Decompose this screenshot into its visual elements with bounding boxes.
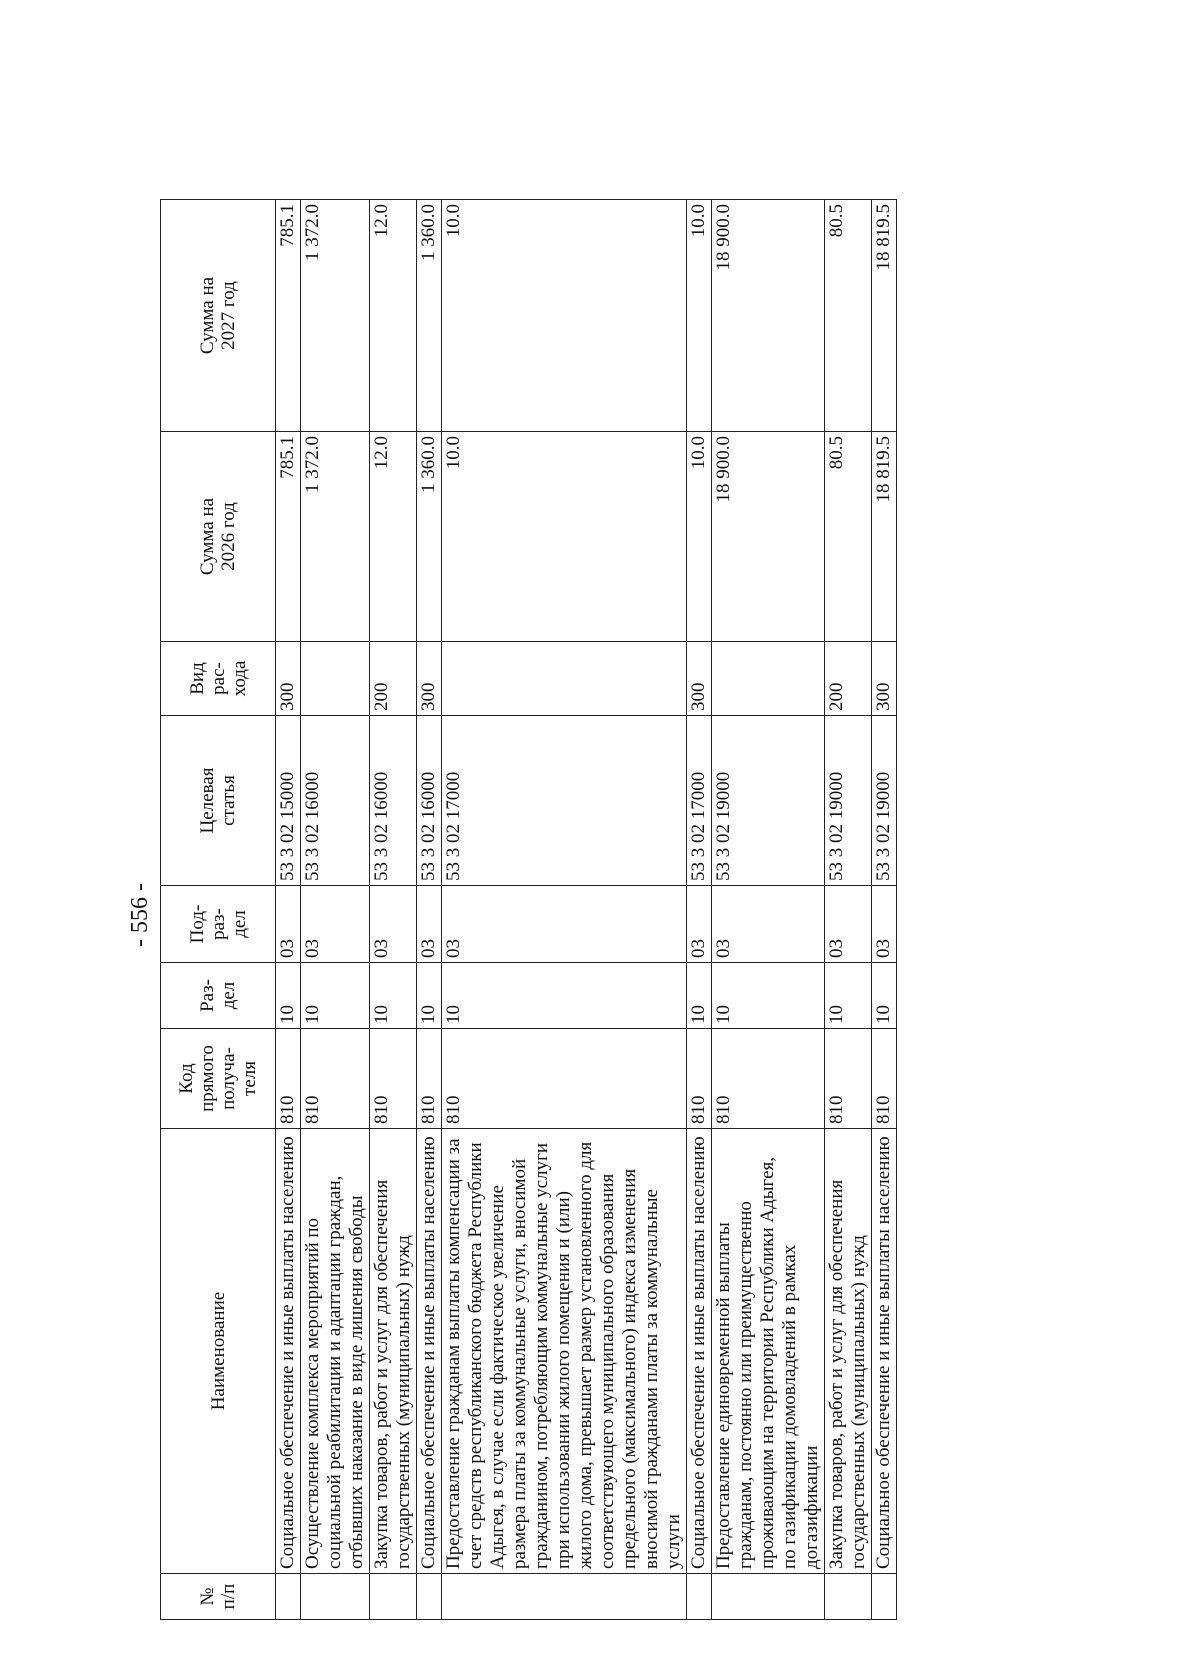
cell-subsection: 03 — [301, 886, 370, 963]
cell-name: Предоставление единовременной выплаты гражданам, постоянно или преимущественно проживающим на территории Республики Адыгея, по газификации домовладений в рамках догазификации — [712, 1129, 825, 1574]
cell-sum-2027: 10.0 — [442, 200, 687, 432]
cell-name: Закупка товаров, работ и услуг для обеспечения государственных (муниципальных) нужд — [370, 1129, 417, 1574]
cell-section: 10 — [276, 963, 301, 1029]
cell-name: Социальное обеспечение и иные выплаты населению — [417, 1129, 442, 1574]
cell-sum-2026: 1 372.0 — [301, 432, 370, 642]
header-line: Сумма на — [197, 497, 218, 576]
cell-section: 10 — [301, 963, 370, 1029]
page-number: - 556 - — [127, 883, 153, 947]
cell-name: Социальное обеспечение и иные выплаты населению — [872, 1129, 897, 1574]
table-row — [712, 200, 825, 1620]
header-sum-2027 — [161, 200, 276, 432]
cell-recipient: 810 — [442, 1029, 687, 1129]
header-line: п/п — [218, 1583, 239, 1610]
table-row — [687, 200, 712, 1620]
cell-subsection: 03 — [276, 886, 301, 963]
cell-target: 53 3 02 19000 — [872, 716, 897, 886]
cell-num — [417, 1574, 442, 1620]
cell-sum-2027: 1 360.0 — [417, 200, 442, 432]
cell-name: Социальное обеспечение и иные выплаты населению — [687, 1129, 712, 1574]
cell-target: 53 3 02 16000 — [417, 716, 442, 886]
cell-num — [712, 1574, 825, 1620]
header-line: 2027 год — [218, 281, 239, 350]
table-row — [301, 200, 370, 1620]
cell-expense: 300 — [687, 642, 712, 716]
cell-sum-2027: 10.0 — [687, 200, 712, 432]
cell-target: 53 3 02 19000 — [825, 716, 872, 886]
cell-num — [276, 1574, 301, 1620]
cell-expense — [442, 642, 687, 716]
cell-subsection: 03 — [442, 886, 687, 963]
cell-num — [825, 1574, 872, 1620]
cell-subsection: 03 — [370, 886, 417, 963]
cell-sum-2026: 10.0 — [687, 432, 712, 642]
cell-subsection: 03 — [872, 886, 897, 963]
header-line: Сумма на — [197, 276, 218, 355]
header-section — [161, 963, 276, 1029]
cell-sum-2027: 785.1 — [276, 200, 301, 432]
cell-sum-2027: 12.0 — [370, 200, 417, 432]
cell-expense — [712, 642, 825, 716]
cell-num — [872, 1574, 897, 1620]
budget-table — [160, 199, 897, 1620]
header-line: статья — [218, 775, 239, 826]
cell-num — [442, 1574, 687, 1620]
cell-sum-2026: 12.0 — [370, 432, 417, 642]
cell-sum-2026: 80.5 — [825, 432, 872, 642]
table-row — [417, 200, 442, 1620]
cell-subsection: 03 — [712, 886, 825, 963]
cell-name: Закупка товаров, работ и услуг для обеспечения государственных (муниципальных) нужд — [825, 1129, 872, 1574]
header-line: Код — [176, 1063, 197, 1094]
header-line: дел — [218, 981, 239, 1010]
cell-recipient: 810 — [417, 1029, 442, 1129]
cell-expense: 200 — [370, 642, 417, 716]
header-line: раз- — [207, 908, 229, 940]
header-line: хода — [228, 660, 250, 697]
table-body — [276, 200, 897, 1620]
cell-recipient: 810 — [687, 1029, 712, 1129]
header-line: Под- — [186, 904, 208, 944]
cell-recipient: 810 — [712, 1029, 825, 1129]
header-target — [161, 716, 276, 886]
header-line: № — [197, 1587, 218, 1606]
cell-section: 10 — [712, 963, 825, 1029]
cell-target: 53 3 02 16000 — [370, 716, 417, 886]
cell-num — [687, 1574, 712, 1620]
table-header-row — [161, 200, 276, 1620]
cell-subsection: 03 — [417, 886, 442, 963]
cell-subsection: 03 — [825, 886, 872, 963]
cell-recipient: 810 — [370, 1029, 417, 1129]
header-line: рас- — [207, 662, 229, 695]
cell-expense: 200 — [825, 642, 872, 716]
header-line: теля — [239, 1061, 260, 1096]
table-row — [442, 200, 687, 1620]
header-line: прямого — [197, 1045, 218, 1112]
cell-num — [301, 1574, 370, 1620]
cell-target: 53 3 02 17000 — [442, 716, 687, 886]
cell-sum-2026: 785.1 — [276, 432, 301, 642]
cell-recipient: 810 — [872, 1029, 897, 1129]
header-recipient — [161, 1029, 276, 1129]
cell-section: 10 — [442, 963, 687, 1029]
cell-section: 10 — [417, 963, 442, 1029]
header-line: Наименование — [207, 1291, 229, 1411]
cell-target: 53 3 02 15000 — [276, 716, 301, 886]
header-num — [161, 1574, 276, 1620]
cell-subsection: 03 — [687, 886, 712, 963]
cell-sum-2026: 18 819.5 — [872, 432, 897, 642]
cell-section: 10 — [370, 963, 417, 1029]
cell-target: 53 3 02 19000 — [712, 716, 825, 886]
cell-sum-2026: 10.0 — [442, 432, 687, 642]
cell-target: 53 3 02 16000 — [301, 716, 370, 886]
cell-sum-2027: 18 819.5 — [872, 200, 897, 432]
cell-section: 10 — [872, 963, 897, 1029]
table-row — [872, 200, 897, 1620]
rotated-page — [70, 190, 970, 1640]
header-subsection — [161, 886, 276, 963]
cell-expense: 300 — [276, 642, 301, 716]
table-row — [825, 200, 872, 1620]
cell-sum-2027: 18 900.0 — [712, 200, 825, 432]
table-row — [276, 200, 301, 1620]
cell-section: 10 — [825, 963, 872, 1029]
cell-expense — [301, 642, 370, 716]
cell-target: 53 3 02 17000 — [687, 716, 712, 886]
cell-section: 10 — [687, 963, 712, 1029]
cell-recipient: 810 — [276, 1029, 301, 1129]
cell-sum-2026: 18 900.0 — [712, 432, 825, 642]
header-sum-2026 — [161, 432, 276, 642]
header-line: получа- — [218, 1047, 239, 1110]
cell-sum-2027: 80.5 — [825, 200, 872, 432]
header-line: Целевая — [197, 767, 218, 834]
header-line: Раз- — [197, 979, 218, 1012]
cell-name: Предоставление гражданам выплаты компенсации за счет средств республиканского бюджета Республики Адыгея, в случае если фактическое увеличение размера платы за коммунальные услуги, вносимой гражданином, потребляющим коммунальные услуги при использовании жилого помещения и (или) жилого дома, превышает размер установленного для соответствующего муниципального образования предельного (максимального) индекса изменения вносимой гражданами платы за коммунальные услуги — [442, 1129, 687, 1574]
table-row — [370, 200, 417, 1620]
cell-sum-2027: 1 372.0 — [301, 200, 370, 432]
cell-recipient: 810 — [301, 1029, 370, 1129]
cell-expense: 300 — [417, 642, 442, 716]
cell-name: Социальное обеспечение и иные выплаты населению — [276, 1129, 301, 1574]
header-line: Вид — [186, 662, 208, 695]
header-name — [161, 1129, 276, 1574]
cell-expense: 300 — [872, 642, 897, 716]
header-expense — [161, 642, 276, 716]
cell-num — [370, 1574, 417, 1620]
cell-sum-2026: 1 360.0 — [417, 432, 442, 642]
header-line: дел — [228, 910, 250, 938]
cell-name: Осуществление комплекса мероприятий по социальной реабилитации и адаптации граждан, отбывших наказание в виде лишения свободы — [301, 1129, 370, 1574]
header-line: 2026 год — [218, 502, 239, 571]
cell-recipient: 810 — [825, 1029, 872, 1129]
